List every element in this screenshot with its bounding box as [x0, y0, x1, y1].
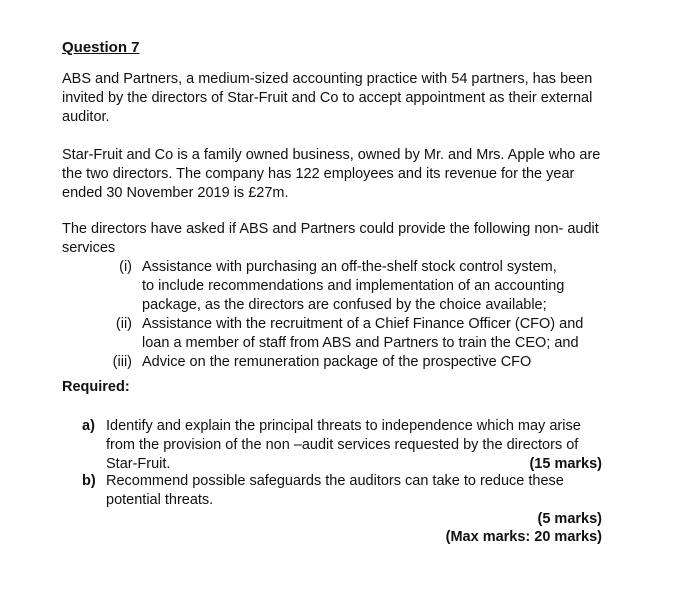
part-label: b): [82, 473, 96, 489]
max-marks: (Max marks: 20 marks): [445, 529, 602, 545]
service-item: [62, 353, 622, 372]
question-title: Question 7: [62, 39, 140, 56]
part-a: [82, 417, 602, 474]
service-text: Assistance with the recruitment of a Chief Finance Officer (CFO) and loan a member of staff from ABS and Partners to train the CEO; and: [142, 316, 584, 351]
required-heading: Required:: [62, 379, 130, 395]
services-intro-paragraph: The directors have asked if ABS and Partners could provide the following non- audit services: [62, 221, 599, 256]
services-list: [62, 258, 622, 372]
service-item: [62, 258, 622, 315]
service-text: Assistance with purchasing an off-the-shelf stock control system, to include recommendations and implementation of an accounting package, as the directors are confused by the choice available;: [142, 259, 565, 313]
intro-paragraph: ABS and Partners, a medium-sized accounting practice with 54 partners, has been invited by the directors of Star-Fruit and Co to accept appointment as their external auditor.: [62, 71, 593, 125]
service-number: (iii): [112, 354, 132, 370]
service-number: (ii): [115, 316, 132, 332]
part-text: Identify and explain the principal threats to independence which may arise from the provision of the non –audit services requested by the directors of Star-Fruit.: [106, 418, 581, 472]
service-number: (i): [119, 259, 132, 275]
part-text: Recommend possible safeguards the auditors can take to reduce these potential threats.: [106, 473, 564, 508]
company-paragraph: Star-Fruit and Co is a family owned business, owned by Mr. and Mrs. Apple who are the two directors. The company has 122 employees and its revenue for the year ended 30 November 2019 is £27m.: [62, 147, 601, 201]
part-label: a): [82, 418, 95, 434]
service-text: Advice on the remuneration package of the prospective CFO: [142, 354, 532, 370]
part-b-marks: (5 marks): [537, 511, 602, 527]
part-a-marks: (15 marks): [529, 456, 602, 472]
part-b: [82, 472, 602, 510]
service-item: [62, 315, 622, 353]
